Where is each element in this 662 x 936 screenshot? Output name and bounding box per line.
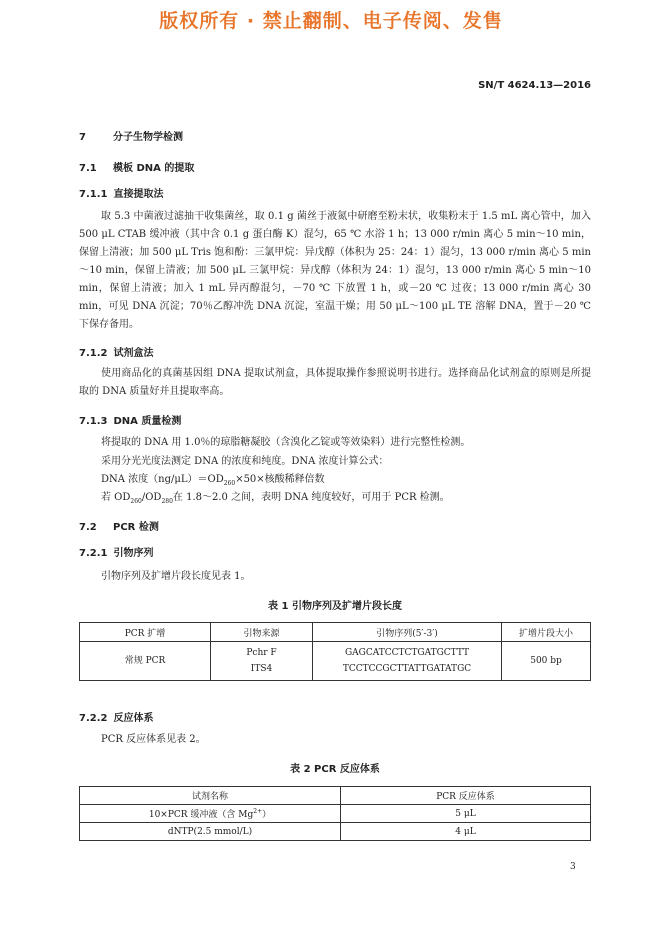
- table-cell: GAGCATCCTCTGATGCTTT TCCTCCGCTTATTGATATGC: [313, 642, 502, 681]
- section-title: 引物序列: [113, 548, 154, 559]
- section-number: 7.1.2: [79, 348, 108, 359]
- table-header-cell: 引物序列(5′-3′): [313, 623, 502, 642]
- section-number: 7.2: [79, 522, 97, 533]
- section-title: DNA 质量检测: [113, 416, 182, 427]
- purity-criterion: 若 $OD_{260}/OD_{280}$在 1.8～2.0 之间，表明 DNA 纯度较好，可用于 PCR 检测。: [101, 492, 450, 505]
- table-row: [80, 642, 591, 681]
- section-title: 模板 DNA 的提取: [113, 163, 195, 174]
- section-title: 分子生物学检测: [113, 132, 183, 143]
- page-number: 3: [570, 862, 576, 872]
- section-title: 反应体系: [113, 713, 154, 724]
- section-title: 试剂盒法: [113, 348, 154, 359]
- table-header-cell: PCR 扩增: [80, 623, 211, 642]
- table-header-cell: PCR 反应体系: [341, 787, 591, 805]
- section-title: 直接提取法: [113, 189, 164, 200]
- table-cell: 4 μL: [341, 823, 591, 841]
- standard-number: SN/T 4624.13—2016: [478, 80, 591, 91]
- quality-check-paragraph-1: 将提取的 DNA 用 1.0％的琼脂糖凝胶（含溴化乙锭或等效染料）进行完整性检测。: [101, 437, 471, 448]
- section-number: 7.2.2: [79, 713, 108, 724]
- section-number: 7.2.1: [79, 548, 108, 559]
- table-1-caption: 表 1 引物序列及扩增片段长度: [268, 601, 402, 612]
- table-cell: dNTP(2.5 mmol/L): [80, 823, 341, 841]
- table-row: [80, 823, 591, 841]
- section-7-1-3-heading: [79, 412, 181, 427]
- table-cell: 500 bp: [502, 642, 591, 681]
- section-7-2-2-heading: [79, 709, 153, 724]
- table-header-cell: 引物来源: [211, 623, 313, 642]
- reaction-table: [79, 786, 591, 841]
- section-number: 7.1.1: [79, 189, 108, 200]
- table-row: [80, 805, 591, 823]
- kit-method-paragraph: 使用商品化的真菌基因组 DNA 提取试剂盒，具体提取操作参照说明书进行。选择商品化试剂盒的原则是所提取的 DNA 质量好并且提取率高。: [79, 368, 591, 397]
- primer-table: [79, 622, 591, 681]
- watermark: 版权所有 · 禁止翻制、电子传阅、发售: [159, 10, 503, 32]
- concentration-formula: DNA 浓度$(ng/\mu L)=OD_{260}\times 50\times$核酸稀释倍数: [101, 474, 325, 487]
- section-7-1-heading: [79, 159, 194, 174]
- section-title: PCR 检测: [113, 522, 159, 533]
- section-7-2-heading: [79, 518, 159, 533]
- table-cell: 常规 PCR: [80, 642, 211, 681]
- table-header-cell: 试剂名称: [80, 787, 341, 805]
- table-cell: Pchr F ITS4: [211, 642, 313, 681]
- section-7-1-1-heading: [79, 185, 163, 200]
- section-number: 7.1: [79, 163, 97, 174]
- section-7-heading: [79, 128, 183, 143]
- reaction-reference-paragraph: PCR 反应体系见表 2。: [101, 734, 206, 745]
- table-header-row: [80, 623, 591, 642]
- section-7-2-1-heading: [79, 544, 153, 559]
- table-header-row: [80, 787, 591, 805]
- direct-extraction-paragraph: 取 5.3 中菌液过滤抽干收集菌丝，取 0.1 g 菌丝于液氮中研磨至粉末状，收集粉末于 1.5 mL 离心管中，加入 500 μL CTAB 缓冲液（其中含 0.1 g 蛋白酶 K）混匀，65 ℃ 水浴 1 h；13 000 r/min 离心 5 min～10 min，保留上清液；加 500 μL Tris 饱和酚：三氯甲烷：异戊醇（体积为 25：24：1）混匀，13 000 r/min 离心 5 min～10 min，保留上清液；加 500 μL 三氯甲烷：异戊醇（体积为 24：1）混匀，13 000 r/min 离心 5 min～10 min，保留上清液；加入 1 mL 异丙醇混匀，－70 ℃ 下放置 1 h，或－20 ℃ 过夜；13 000 r/min 离心 30 min，可见 DNA 沉淀；70％乙醇冲洗 DNA 沉淀，室温干燥；用 50 μL～100 μL TE 溶解 DNA，置于－20 ℃ 下保存备用。: [79, 211, 591, 330]
- table-header-cell: 扩增片段大小: [502, 623, 591, 642]
- section-number: 7.1.3: [79, 416, 108, 427]
- table-2-caption: 表 2 PCR 反应体系: [290, 764, 380, 775]
- section-number: 7: [79, 132, 86, 143]
- table-cell: 10×PCR 缓冲液（含 $Mg^{2+}$）: [80, 805, 341, 823]
- section-7-1-2-heading: [79, 344, 153, 359]
- table-cell: 5 μL: [341, 805, 591, 823]
- primer-reference-paragraph: 引物序列及扩增片段长度见表 1。: [101, 571, 251, 582]
- quality-check-paragraph-2: 采用分光光度法测定 DNA 的浓度和纯度。DNA 浓度计算公式：: [101, 456, 389, 467]
